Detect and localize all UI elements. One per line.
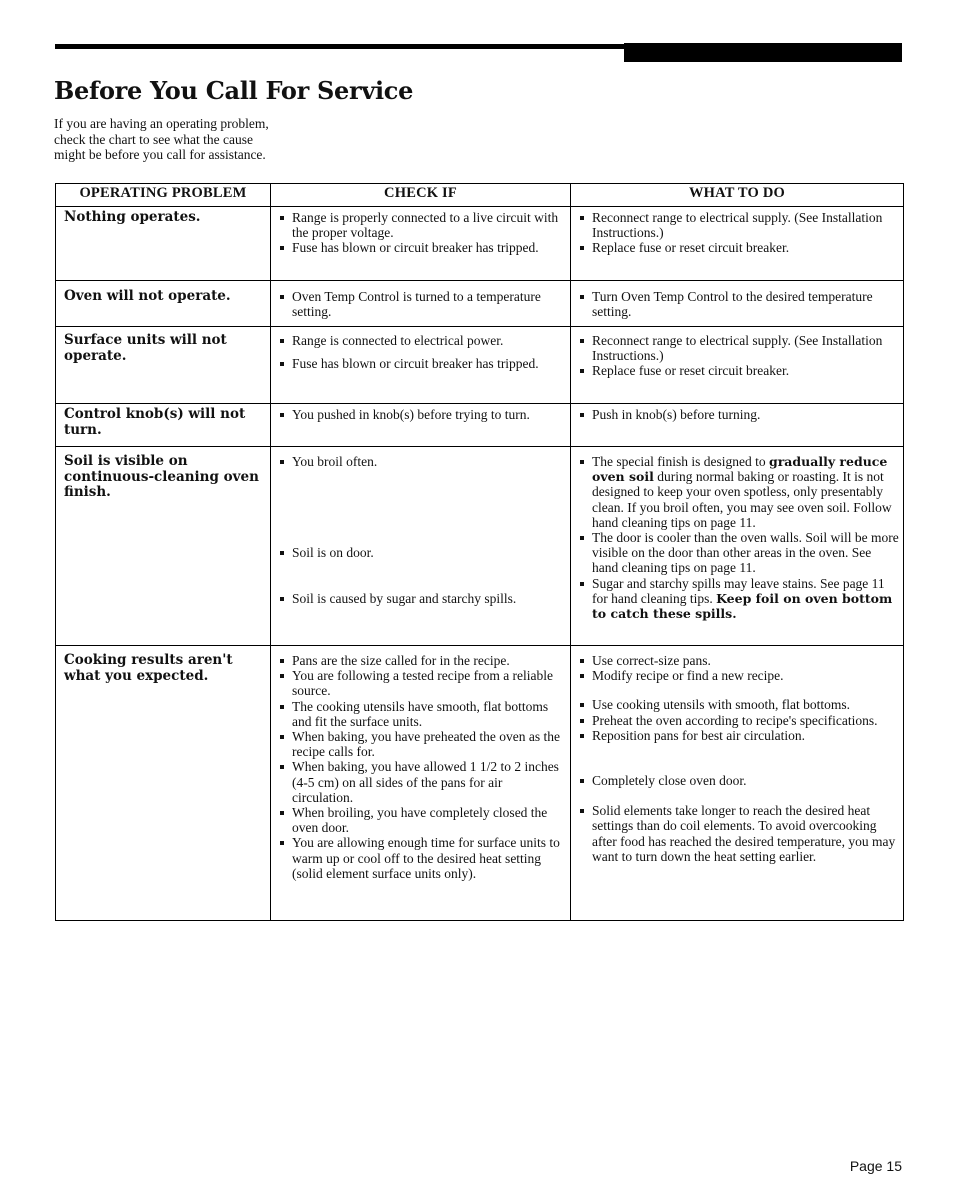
check-item: When baking, you have preheated the oven as the recipe calls for. <box>279 729 566 759</box>
troubleshooting-table <box>55 183 904 921</box>
check-item: Fuse has blown or circuit breaker has tripped. <box>279 240 566 255</box>
todo-cell <box>571 404 904 447</box>
column-header-check: CHECK IF <box>271 184 571 207</box>
check-item: Range is connected to electrical power. <box>279 333 566 348</box>
column-header-problem: OPERATING PROBLEM <box>56 184 271 207</box>
todo-cell <box>571 327 904 404</box>
todo-item: Sugar and starchy spills may leave stains. See page 11 for hand cleaning tips. Keep foil on oven bottom to catch these spills. <box>579 576 899 622</box>
todo-cell <box>571 207 904 281</box>
todo-item: Solid elements take longer to reach the desired heat settings than do coil elements. To avoid overcooking after food has reached the desired temperature, you may want to turn down the heat setting earlier. <box>579 803 899 864</box>
todo-cell <box>571 447 904 646</box>
check-item: Fuse has blown or circuit breaker has tripped. <box>279 356 566 371</box>
check-item: When baking, you have allowed 1 1/2 to 2 inches (4-5 cm) on all sides of the pans for air circulation. <box>279 759 566 805</box>
check-item: You are following a tested recipe from a reliable source. <box>279 668 566 698</box>
intro-line: If you are having an operating problem, <box>54 116 269 131</box>
check-item: Oven Temp Control is turned to a temperature setting. <box>279 289 566 319</box>
problem-cell: Cooking results aren't what you expected. <box>56 646 271 921</box>
todo-item: Completely close oven door. <box>579 773 899 788</box>
check-item: Soil is caused by sugar and starchy spills. <box>279 591 566 606</box>
table-row <box>56 281 904 327</box>
todo-item: Use cooking utensils with smooth, flat bottoms. <box>579 697 899 712</box>
page-title: Before You Call For Service <box>54 76 414 105</box>
table-row <box>56 447 904 646</box>
table-row <box>56 404 904 447</box>
intro-line: check the chart to see what the cause <box>54 131 254 147</box>
problem-cell: Control knob(s) will not turn. <box>56 404 271 447</box>
todo-item: Turn Oven Temp Control to the desired temperature setting. <box>579 289 899 319</box>
check-item: The cooking utensils have smooth, flat bottoms and fit the surface units. <box>279 699 566 729</box>
header-rule-thick <box>624 43 902 62</box>
todo-cell <box>571 281 904 327</box>
problem-cell: Oven will not operate. <box>56 281 271 327</box>
todo-item: Preheat the oven according to recipe's specifications. <box>579 713 899 728</box>
check-item: When broiling, you have completely closed the oven door. <box>279 805 566 835</box>
todo-item: Push in knob(s) before turning. <box>579 407 899 422</box>
table-header-row <box>56 184 904 207</box>
column-header-todo: WHAT TO DO <box>571 184 904 207</box>
header-rule <box>55 44 625 49</box>
problem-cell: Surface units will not operate. <box>56 327 271 404</box>
todo-item: Use correct-size pans. <box>579 653 899 668</box>
check-cell <box>271 327 571 404</box>
emphasis-text: gradually reduce oven soil <box>592 454 888 485</box>
todo-item: The door is cooler than the oven walls. Soil will be more visible on the door than other areas in the oven. See hand cleaning tips on page 11. <box>579 530 899 576</box>
todo-item: Replace fuse or reset circuit breaker. <box>579 363 899 378</box>
intro-paragraph <box>54 116 354 163</box>
todo-item: Modify recipe or find a new recipe. <box>579 668 899 683</box>
emphasis-text: Keep foil on oven bottom to catch these spills. <box>592 590 893 622</box>
table-row <box>56 646 904 921</box>
check-cell <box>271 404 571 447</box>
check-item: Pans are the size called for in the recipe. <box>279 653 566 668</box>
todo-item: Reconnect range to electrical supply. (See Installation Instructions.) <box>579 333 899 363</box>
check-cell <box>271 646 571 921</box>
table-row <box>56 207 904 281</box>
problem-cell: Soil is visible on continuous-cleaning oven finish. <box>56 447 271 646</box>
intro-line: might be before you call for assistance. <box>54 147 266 162</box>
todo-item: Reposition pans for best air circulation. <box>579 728 899 743</box>
check-cell <box>271 447 571 646</box>
todo-item: Replace fuse or reset circuit breaker. <box>579 240 899 255</box>
table-row <box>56 327 904 404</box>
check-item: Soil is on door. <box>279 545 566 560</box>
check-item: Range is properly connected to a live circuit with the proper voltage. <box>279 210 566 240</box>
todo-item: The special finish is designed to gradually reduce oven soil during normal baking or roasting. It is not designed to keep your oven spotless, only presentably clean. If you broil often, you may see oven soil. Follow hand cleaning tips on page 11. <box>579 454 899 530</box>
check-item: You pushed in knob(s) before trying to turn. <box>279 407 566 422</box>
page-number: Page 15 <box>849 1158 902 1174</box>
check-cell <box>271 207 571 281</box>
todo-item: Reconnect range to electrical supply. (See Installation Instructions.) <box>579 210 899 240</box>
todo-cell <box>571 646 904 921</box>
problem-cell: Nothing operates. <box>56 207 271 281</box>
check-cell <box>271 281 571 327</box>
check-item: You are allowing enough time for surface units to warm up or cool off to the desired heat setting (solid element surface units only). <box>279 835 566 881</box>
check-item: You broil often. <box>279 454 566 469</box>
